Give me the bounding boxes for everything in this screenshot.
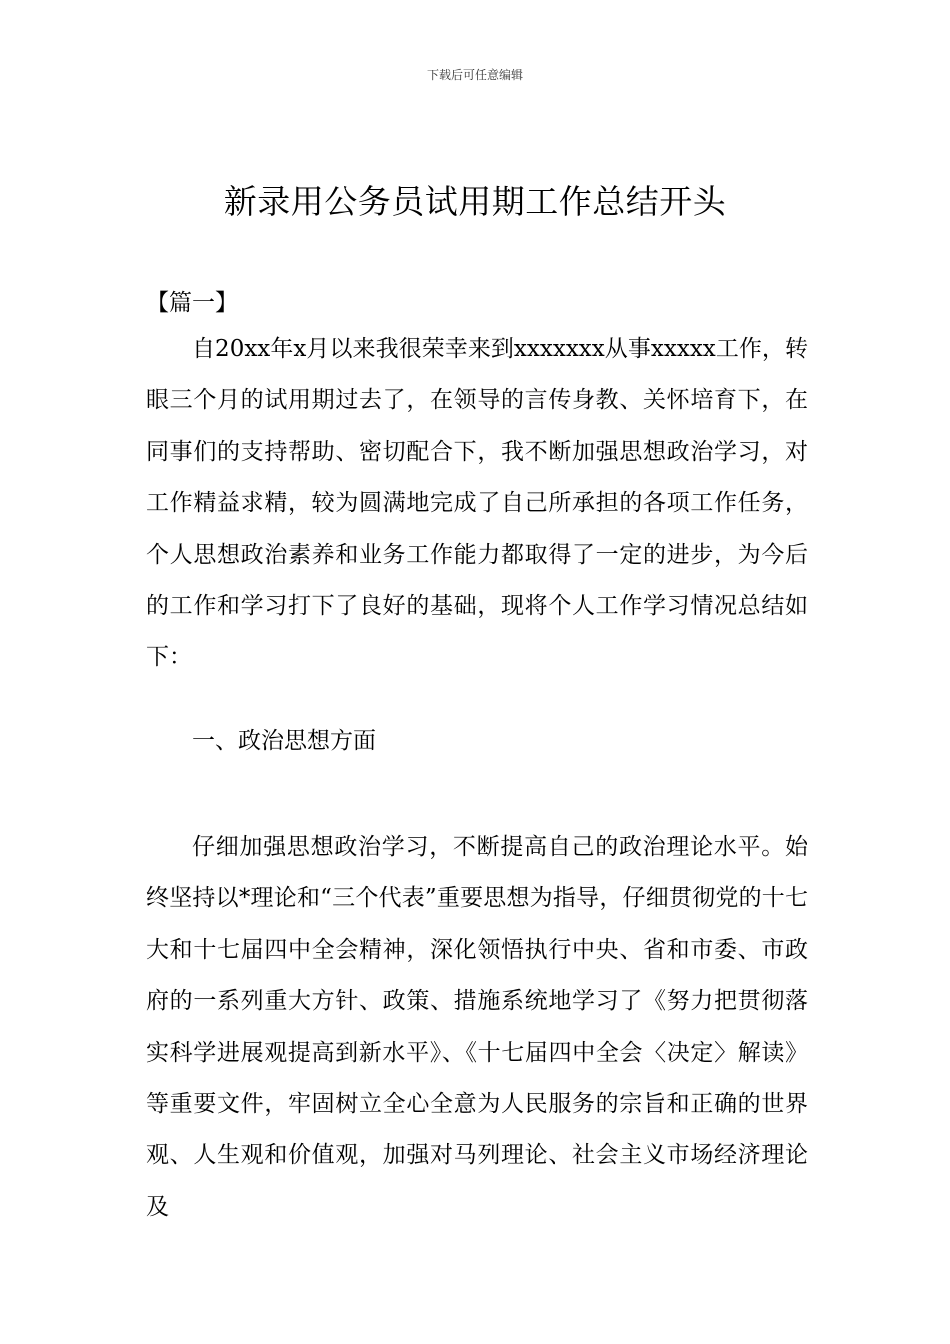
paragraph-political: 仔细加强思想政治学习，不断提高自己的政治理论水平。始终坚持以*理论和“三个代表”重要思想为指导，仔细贯彻党的十七大和十七届四中全会精神，深化领悟执行中央、省和市委、市政府的一系列重大方针、政策、措施系统地学习了《努力把贯彻落实科学进展观提高到新水平》、《十七届四中全会〈决定〉解读》等重要文件，牢固树立全心全意为人民服务的宗旨和正确的世界观、人生观和价值观，加强对马列理论、社会主义市场经济理论及 — [146, 834, 808, 1220]
section-label: 【篇一】 — [146, 290, 238, 316]
paragraph-intro: 自20xx年x月以来我很荣幸来到xxxxxxx从事xxxxx工作，转眼三个月的试用期过去了，在领导的言传身教、关怀培育下，在同事们的支持帮助、密切配合下，我不断加强思想政治学习，对工作精益求精，较为圆满地完成了自己所承担的各项工作任务，个人思想政治素养和业务工作能力都取得了一定的进步，为今后的工作和学习打下了良好的基础，现将个人工作学习情况总结如下： — [146, 336, 808, 671]
section-heading-political: 一、政治思想方面 — [192, 728, 376, 754]
page-header: 下载后可任意编辑 — [426, 68, 523, 82]
document-title: 新录用公务员试用期工作总结开头 — [223, 182, 727, 221]
